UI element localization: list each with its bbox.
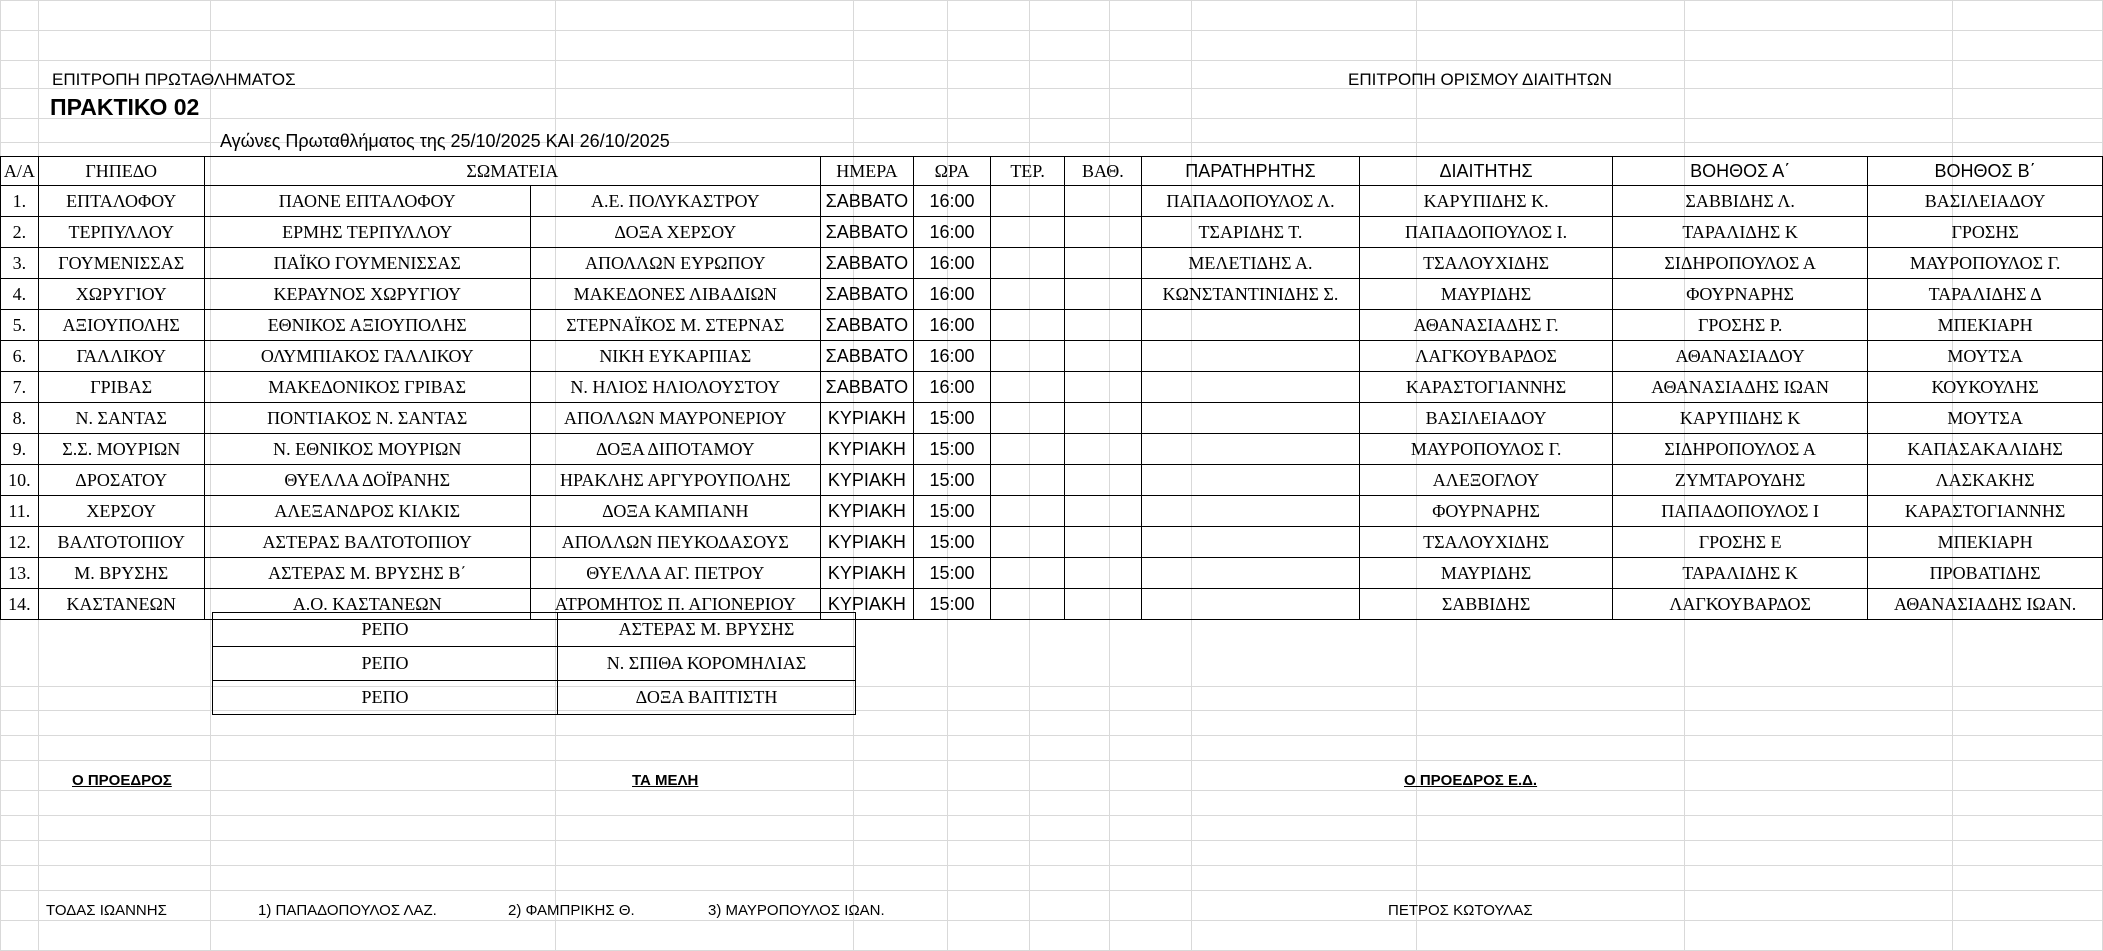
cell-observer: ΠΑΠΑΔΟΠΟΥΛΟΣ Λ. bbox=[1141, 186, 1359, 217]
cell-time: 15:00 bbox=[913, 403, 990, 434]
cell-number: 4. bbox=[1, 279, 39, 310]
cell-home-team: ΘΥΕΛΛΑ ΔΟΪΡΑΝΗΣ bbox=[204, 465, 530, 496]
cell-day: ΣΑΒΒΑΤΟ bbox=[820, 217, 913, 248]
cell-home-team: ΕΡΜΗΣ ΤΕΡΠΥΛΛΟΥ bbox=[204, 217, 530, 248]
col-header-assistant-b: ΒΟΗΘΟΣ Β΄ bbox=[1868, 157, 2103, 186]
cell-home-team: ΠΑΟΝΕ ΕΠΤΑΛΟΦΟΥ bbox=[204, 186, 530, 217]
cell-time: 15:00 bbox=[913, 589, 990, 620]
cell-assistant-a: ΚΑΡΥΠΙΔΗΣ Κ bbox=[1613, 403, 1868, 434]
grid-line-horizontal bbox=[0, 840, 2103, 841]
grid-line-horizontal bbox=[0, 815, 2103, 816]
cell-assistant-a: ΣΙΔΗΡΟΠΟΥΛΟΣ Α bbox=[1613, 248, 1868, 279]
cell-ter bbox=[991, 186, 1065, 217]
cell-time: 16:00 bbox=[913, 341, 990, 372]
repo-team: Ν. ΣΠΙΘΑ ΚΟΡΟΜΗΛΙΑΣ bbox=[558, 647, 856, 681]
table-row bbox=[1, 558, 2103, 589]
cell-assistant-a: ΛΑΓΚΟΥΒΑΡΔΟΣ bbox=[1613, 589, 1868, 620]
cell-venue: ΒΑΛΤΟΤΟΠΙΟΥ bbox=[38, 527, 204, 558]
cell-assistant-b: ΚΑΠΑΣΑΚΑΛΙΔΗΣ bbox=[1868, 434, 2103, 465]
cell-number: 9. bbox=[1, 434, 39, 465]
cell-venue: ΑΞΙΟΥΠΟΛΗΣ bbox=[38, 310, 204, 341]
cell-referee: ΚΑΡΥΠΙΔΗΣ Κ. bbox=[1360, 186, 1613, 217]
cell-away-team: ΔΟΞΑ ΚΑΜΠΑΝΗ bbox=[530, 496, 820, 527]
table-row bbox=[1, 217, 2103, 248]
cell-vath bbox=[1065, 372, 1142, 403]
cell-assistant-a: ΓΡΟΣΗΣ Ε bbox=[1613, 527, 1868, 558]
cell-away-team: Ν. ΗΛΙΟΣ ΗΛΙΟΛΟΥΣΤΟΥ bbox=[530, 372, 820, 403]
cell-day: ΣΑΒΒΑΤΟ bbox=[820, 248, 913, 279]
cell-assistant-b: ΚΟΥΚΟΥΛΗΣ bbox=[1868, 372, 2103, 403]
cell-vath bbox=[1065, 496, 1142, 527]
cell-time: 15:00 bbox=[913, 496, 990, 527]
cell-number: 6. bbox=[1, 341, 39, 372]
cell-assistant-a: ΠΑΠΑΔΟΠΟΥΛΟΣ Ι bbox=[1613, 496, 1868, 527]
cell-home-team: ΟΛΥΜΠΙΑΚΟΣ ΓΑΛΛΙΚΟΥ bbox=[204, 341, 530, 372]
grid-line-horizontal bbox=[0, 890, 2103, 891]
cell-ter bbox=[991, 434, 1065, 465]
cell-ter bbox=[991, 310, 1065, 341]
cell-referee: ΦΟΥΡΝΑΡΗΣ bbox=[1360, 496, 1613, 527]
cell-home-team: Α.Ο. ΚΑΣΤΑΝΕΩΝ bbox=[204, 589, 530, 620]
cell-venue: ΚΑΣΤΑΝΕΩΝ bbox=[38, 589, 204, 620]
col-header-assistant-a: ΒΟΗΘΟΣ Α΄ bbox=[1613, 157, 1868, 186]
cell-away-team: ΑΤΡΟΜΗΤΟΣ Π. ΑΓΙΟΝΕΡΙΟΥ bbox=[530, 589, 820, 620]
signature-member-2: 2) ΦΑΜΠΡΙΚΗΣ Θ. bbox=[508, 902, 635, 919]
cell-assistant-a: ΑΘΑΝΑΣΙΑΔΟΥ bbox=[1613, 341, 1868, 372]
cell-away-team: ΜΑΚΕΔΟΝΕΣ ΛΙΒΑΔΙΩΝ bbox=[530, 279, 820, 310]
cell-assistant-a: ΑΘΑΝΑΣΙΑΔΗΣ ΙΩΑΝ bbox=[1613, 372, 1868, 403]
cell-referee: ΤΣΑΛΟΥΧΙΔΗΣ bbox=[1360, 248, 1613, 279]
repo-row bbox=[213, 681, 856, 715]
cell-referee: ΜΑΥΡΙΔΗΣ bbox=[1360, 558, 1613, 589]
cell-ter bbox=[991, 217, 1065, 248]
repo-label: ΡΕΠΟ bbox=[213, 681, 558, 715]
cell-referee: ΜΑΥΡΟΠΟΥΛΟΣ Γ. bbox=[1360, 434, 1613, 465]
grid-line-horizontal bbox=[0, 30, 2103, 31]
cell-observer bbox=[1141, 341, 1359, 372]
cell-away-team: ΔΟΞΑ ΔΙΠΟΤΑΜΟΥ bbox=[530, 434, 820, 465]
cell-day: ΚΥΡΙΑΚΗ bbox=[820, 434, 913, 465]
cell-ter bbox=[991, 465, 1065, 496]
cell-day: ΣΑΒΒΑΤΟ bbox=[820, 279, 913, 310]
cell-home-team: ΑΛΕΞΑΝΔΡΟΣ ΚΙΛΚΙΣ bbox=[204, 496, 530, 527]
cell-assistant-b: ΑΘΑΝΑΣΙΑΔΗΣ ΙΩΑΝ. bbox=[1868, 589, 2103, 620]
repo-label: ΡΕΠΟ bbox=[213, 647, 558, 681]
cell-assistant-b: ΤΑΡΑΛΙΔΗΣ Δ bbox=[1868, 279, 2103, 310]
grid-line-horizontal bbox=[0, 60, 2103, 61]
cell-assistant-a: ΤΑΡΑΛΙΔΗΣ Κ bbox=[1613, 558, 1868, 589]
cell-home-team: ΕΘΝΙΚΟΣ ΑΞΙΟΥΠΟΛΗΣ bbox=[204, 310, 530, 341]
cell-referee: ΚΑΡΑΣΤΟΓΙΑΝΝΗΣ bbox=[1360, 372, 1613, 403]
col-header-venue: ΓΗΠΕΔΟ bbox=[38, 157, 204, 186]
cell-vath bbox=[1065, 341, 1142, 372]
col-header-ter: ΤΕΡ. bbox=[991, 157, 1065, 186]
table-row bbox=[1, 434, 2103, 465]
cell-observer bbox=[1141, 310, 1359, 341]
committee-right-label: ΕΠΙΤΡΟΠΗ ΟΡΙΣΜΟΥ ΔΙΑΙΤΗΤΩΝ bbox=[1348, 70, 1612, 89]
repo-label: ΡΕΠΟ bbox=[213, 613, 558, 647]
cell-number: 2. bbox=[1, 217, 39, 248]
cell-assistant-b: ΜΟΥΤΣΑ bbox=[1868, 341, 2103, 372]
cell-time: 16:00 bbox=[913, 279, 990, 310]
cell-observer bbox=[1141, 372, 1359, 403]
cell-assistant-b: ΜΠΕΚΙΑΡΗ bbox=[1868, 527, 2103, 558]
cell-venue: ΔΡΟΣΑΤΟΥ bbox=[38, 465, 204, 496]
cell-home-team: ΑΣΤΕΡΑΣ ΒΑΛΤΟΤΟΠΙΟΥ bbox=[204, 527, 530, 558]
cell-vath bbox=[1065, 248, 1142, 279]
col-header-aa: Α/Α bbox=[1, 157, 39, 186]
cell-referee: ΤΣΑΛΟΥΧΙΔΗΣ bbox=[1360, 527, 1613, 558]
cell-referee: ΠΑΠΑΔΟΠΟΥΛΟΣ Ι. bbox=[1360, 217, 1613, 248]
cell-assistant-b: ΛΑΣΚΑΚΗΣ bbox=[1868, 465, 2103, 496]
cell-time: 15:00 bbox=[913, 527, 990, 558]
cell-day: ΣΑΒΒΑΤΟ bbox=[820, 372, 913, 403]
cell-assistant-b: ΠΡΟΒΑΤΙΔΗΣ bbox=[1868, 558, 2103, 589]
table-row bbox=[1, 372, 2103, 403]
cell-away-team: ΑΠΟΛΛΩΝ ΜΑΥΡΟΝΕΡΙΟΥ bbox=[530, 403, 820, 434]
committee-left-label: ΕΠΙΤΡΟΠΗ ΠΡΩΤΑΘΛΗΜΑΤΟΣ bbox=[52, 70, 296, 89]
cell-ter bbox=[991, 372, 1065, 403]
cell-time: 16:00 bbox=[913, 186, 990, 217]
cell-observer bbox=[1141, 434, 1359, 465]
table-row bbox=[1, 186, 2103, 217]
cell-time: 16:00 bbox=[913, 372, 990, 403]
cell-away-team: ΣΤΕΡΝΑΪΚΟΣ Μ. ΣΤΕΡΝΑΣ bbox=[530, 310, 820, 341]
table-row bbox=[1, 527, 2103, 558]
cell-day: ΚΥΡΙΑΚΗ bbox=[820, 527, 913, 558]
cell-venue: ΧΕΡΣΟΥ bbox=[38, 496, 204, 527]
table-header-row bbox=[1, 157, 2103, 186]
cell-home-team: ΚΕΡΑΥΝΟΣ ΧΩΡΥΓΙΟΥ bbox=[204, 279, 530, 310]
cell-venue: ΤΕΡΠΥΛΛΟΥ bbox=[38, 217, 204, 248]
cell-assistant-b: ΜΟΥΤΣΑ bbox=[1868, 403, 2103, 434]
cell-away-team: ΘΥΕΛΛΑ ΑΓ. ΠΕΤΡΟΥ bbox=[530, 558, 820, 589]
signature-president-name: ΤΟΔΑΣ ΙΩΑΝΝΗΣ bbox=[46, 902, 167, 919]
col-header-day: ΗΜΕΡΑ bbox=[820, 157, 913, 186]
cell-away-team: ΔΟΞΑ ΧΕΡΣΟΥ bbox=[530, 217, 820, 248]
grid-line-horizontal bbox=[0, 790, 2103, 791]
cell-referee: ΜΑΥΡΙΔΗΣ bbox=[1360, 279, 1613, 310]
cell-venue: ΓΡΙΒΑΣ bbox=[38, 372, 204, 403]
cell-ter bbox=[991, 496, 1065, 527]
cell-home-team: ΠΟΝΤΙΑΚΟΣ Ν. ΣΑΝΤΑΣ bbox=[204, 403, 530, 434]
cell-number: 3. bbox=[1, 248, 39, 279]
cell-time: 15:00 bbox=[913, 434, 990, 465]
signature-president-title: Ο ΠΡΟΕΔΡΟΣ bbox=[72, 772, 172, 789]
cell-observer bbox=[1141, 403, 1359, 434]
cell-assistant-b: ΜΠΕΚΙΑΡΗ bbox=[1868, 310, 2103, 341]
cell-venue: Μ. ΒΡΥΣΗΣ bbox=[38, 558, 204, 589]
cell-referee: ΛΑΓΚΟΥΒΑΡΔΟΣ bbox=[1360, 341, 1613, 372]
col-header-observer: ΠΑΡΑΤΗΡΗΤΗΣ bbox=[1141, 157, 1359, 186]
cell-ter bbox=[991, 248, 1065, 279]
grid-line-horizontal bbox=[0, 118, 2103, 119]
cell-vath bbox=[1065, 217, 1142, 248]
fixtures-table bbox=[0, 156, 2103, 620]
cell-assistant-a: ΤΑΡΑΛΙΔΗΣ Κ bbox=[1613, 217, 1868, 248]
cell-assistant-b: ΚΑΡΑΣΤΟΓΙΑΝΝΗΣ bbox=[1868, 496, 2103, 527]
col-header-referee: ΔΙΑΙΤΗΤΗΣ bbox=[1360, 157, 1613, 186]
cell-day: ΚΥΡΙΑΚΗ bbox=[820, 496, 913, 527]
table-row bbox=[1, 310, 2103, 341]
grid-line-horizontal bbox=[0, 865, 2103, 866]
signature-president-ed-name: ΠΕΤΡΟΣ ΚΩΤΟΥΛΑΣ bbox=[1388, 902, 1533, 919]
signature-members-title: ΤΑ ΜΕΛΗ bbox=[632, 772, 699, 789]
cell-number: 1. bbox=[1, 186, 39, 217]
cell-venue: Σ.Σ. ΜΟΥΡΙΩΝ bbox=[38, 434, 204, 465]
table-row bbox=[1, 496, 2103, 527]
table-row bbox=[1, 465, 2103, 496]
cell-time: 16:00 bbox=[913, 217, 990, 248]
grid-line-horizontal bbox=[0, 920, 2103, 921]
col-header-clubs: ΣΩΜΑΤΕΙΑ bbox=[204, 157, 820, 186]
table-row bbox=[1, 279, 2103, 310]
repo-row bbox=[213, 647, 856, 681]
grid-line-horizontal bbox=[0, 0, 2103, 1]
repo-team: ΑΣΤΕΡΑΣ Μ. ΒΡΥΣΗΣ bbox=[558, 613, 856, 647]
cell-vath bbox=[1065, 186, 1142, 217]
cell-home-team: ΜΑΚΕΔΟΝΙΚΟΣ ΓΡΙΒΑΣ bbox=[204, 372, 530, 403]
cell-assistant-a: ΦΟΥΡΝΑΡΗΣ bbox=[1613, 279, 1868, 310]
cell-home-team: ΑΣΤΕΡΑΣ Μ. ΒΡΥΣΗΣ Β΄ bbox=[204, 558, 530, 589]
grid-line-horizontal bbox=[0, 760, 2103, 761]
cell-venue: ΧΩΡΥΓΙΟΥ bbox=[38, 279, 204, 310]
cell-time: 15:00 bbox=[913, 465, 990, 496]
cell-observer: ΤΣΑΡΙΔΗΣ Τ. bbox=[1141, 217, 1359, 248]
cell-vath bbox=[1065, 403, 1142, 434]
repo-team: ΔΟΞΑ ΒΑΠΤΙΣΤΗ bbox=[558, 681, 856, 715]
cell-number: 12. bbox=[1, 527, 39, 558]
cell-observer bbox=[1141, 558, 1359, 589]
signature-member-1: 1) ΠΑΠΑΔΟΠΟΥΛΟΣ ΛΑΖ. bbox=[258, 902, 437, 919]
cell-observer: ΜΕΛΕΤΙΔΗΣ Α. bbox=[1141, 248, 1359, 279]
cell-day: ΚΥΡΙΑΚΗ bbox=[820, 465, 913, 496]
cell-away-team: Α.Ε. ΠΟΛΥΚΑΣΤΡΟΥ bbox=[530, 186, 820, 217]
signature-president-ed-title: Ο ΠΡΟΕΔΡΟΣ Ε.Δ. bbox=[1404, 772, 1538, 789]
cell-referee: ΒΑΣΙΛΕΙΑΔΟΥ bbox=[1360, 403, 1613, 434]
cell-day: ΣΑΒΒΑΤΟ bbox=[820, 310, 913, 341]
cell-number: 8. bbox=[1, 403, 39, 434]
cell-referee: ΑΘΑΝΑΣΙΑΔΗΣ Γ. bbox=[1360, 310, 1613, 341]
grid-line-horizontal bbox=[0, 735, 2103, 736]
cell-number: 13. bbox=[1, 558, 39, 589]
cell-venue: Ν. ΣΑΝΤΑΣ bbox=[38, 403, 204, 434]
cell-vath bbox=[1065, 527, 1142, 558]
cell-vath bbox=[1065, 434, 1142, 465]
cell-ter bbox=[991, 341, 1065, 372]
cell-number: 10. bbox=[1, 465, 39, 496]
cell-number: 7. bbox=[1, 372, 39, 403]
cell-observer bbox=[1141, 527, 1359, 558]
cell-assistant-a: ΖΥΜΤΑΡΟΥΔΗΣ bbox=[1613, 465, 1868, 496]
cell-number: 11. bbox=[1, 496, 39, 527]
cell-day: ΚΥΡΙΑΚΗ bbox=[820, 589, 913, 620]
cell-venue: ΓΑΛΛΙΚΟΥ bbox=[38, 341, 204, 372]
cell-away-team: ΗΡΑΚΛΗΣ ΑΡΓΥΡΟΥΠΟΛΗΣ bbox=[530, 465, 820, 496]
cell-assistant-b: ΒΑΣΙΛΕΙΑΔΟΥ bbox=[1868, 186, 2103, 217]
cell-ter bbox=[991, 279, 1065, 310]
cell-day: ΣΑΒΒΑΤΟ bbox=[820, 341, 913, 372]
cell-vath bbox=[1065, 310, 1142, 341]
cell-ter bbox=[991, 403, 1065, 434]
cell-vath bbox=[1065, 589, 1142, 620]
matchday-subtitle: Αγώνες Πρωταθλήματος της 25/10/2025 ΚΑΙ 26/10/2025 bbox=[220, 131, 670, 151]
cell-home-team: ΠΑΪΚΟ ΓΟΥΜΕΝΙΣΣΑΣ bbox=[204, 248, 530, 279]
page-title: ΠΡΑΚΤΙΚΟ 02 bbox=[50, 94, 200, 120]
table-row bbox=[1, 341, 2103, 372]
repo-row bbox=[213, 613, 856, 647]
cell-venue: ΓΟΥΜΕΝΙΣΣΑΣ bbox=[38, 248, 204, 279]
cell-assistant-b: ΜΑΥΡΟΠΟΥΛΟΣ Γ. bbox=[1868, 248, 2103, 279]
cell-assistant-b: ΓΡΟΣΗΣ bbox=[1868, 217, 2103, 248]
table-row bbox=[1, 403, 2103, 434]
cell-away-team: ΑΠΟΛΛΩΝ ΕΥΡΩΠΟΥ bbox=[530, 248, 820, 279]
cell-observer bbox=[1141, 465, 1359, 496]
cell-ter bbox=[991, 589, 1065, 620]
cell-number: 5. bbox=[1, 310, 39, 341]
cell-ter bbox=[991, 558, 1065, 589]
cell-time: 15:00 bbox=[913, 558, 990, 589]
repo-table bbox=[212, 612, 856, 715]
cell-day: ΚΥΡΙΑΚΗ bbox=[820, 558, 913, 589]
cell-assistant-a: ΣΑΒΒΙΔΗΣ Λ. bbox=[1613, 186, 1868, 217]
cell-home-team: Ν. ΕΘΝΙΚΟΣ ΜΟΥΡΙΩΝ bbox=[204, 434, 530, 465]
cell-observer bbox=[1141, 589, 1359, 620]
cell-vath bbox=[1065, 465, 1142, 496]
signature-member-3: 3) ΜΑΥΡΟΠΟΥΛΟΣ ΙΩΑΝ. bbox=[708, 902, 885, 919]
cell-observer bbox=[1141, 496, 1359, 527]
cell-day: ΣΑΒΒΑΤΟ bbox=[820, 186, 913, 217]
cell-observer: ΚΩΝΣΤΑΝΤΙΝΙΔΗΣ Σ. bbox=[1141, 279, 1359, 310]
cell-assistant-a: ΣΙΔΗΡΟΠΟΥΛΟΣ Α bbox=[1613, 434, 1868, 465]
cell-referee: ΣΑΒΒΙΔΗΣ bbox=[1360, 589, 1613, 620]
cell-vath bbox=[1065, 558, 1142, 589]
col-header-time: ΩΡΑ bbox=[913, 157, 990, 186]
cell-assistant-a: ΓΡΟΣΗΣ Ρ. bbox=[1613, 310, 1868, 341]
table-row bbox=[1, 248, 2103, 279]
col-header-vath: ΒΑΘ. bbox=[1065, 157, 1142, 186]
cell-ter bbox=[991, 527, 1065, 558]
grid-line-horizontal bbox=[0, 88, 2103, 89]
cell-away-team: ΝΙΚΗ ΕΥΚΑΡΠΙΑΣ bbox=[530, 341, 820, 372]
cell-away-team: ΑΠΟΛΛΩΝ ΠΕΥΚΟΔΑΣΟΥΣ bbox=[530, 527, 820, 558]
cell-day: ΚΥΡΙΑΚΗ bbox=[820, 403, 913, 434]
cell-time: 16:00 bbox=[913, 248, 990, 279]
cell-referee: ΑΛΕΞΟΓΛΟΥ bbox=[1360, 465, 1613, 496]
cell-number: 14. bbox=[1, 589, 39, 620]
cell-vath bbox=[1065, 279, 1142, 310]
cell-venue: ΕΠΤΑΛΟΦΟΥ bbox=[38, 186, 204, 217]
cell-time: 16:00 bbox=[913, 310, 990, 341]
